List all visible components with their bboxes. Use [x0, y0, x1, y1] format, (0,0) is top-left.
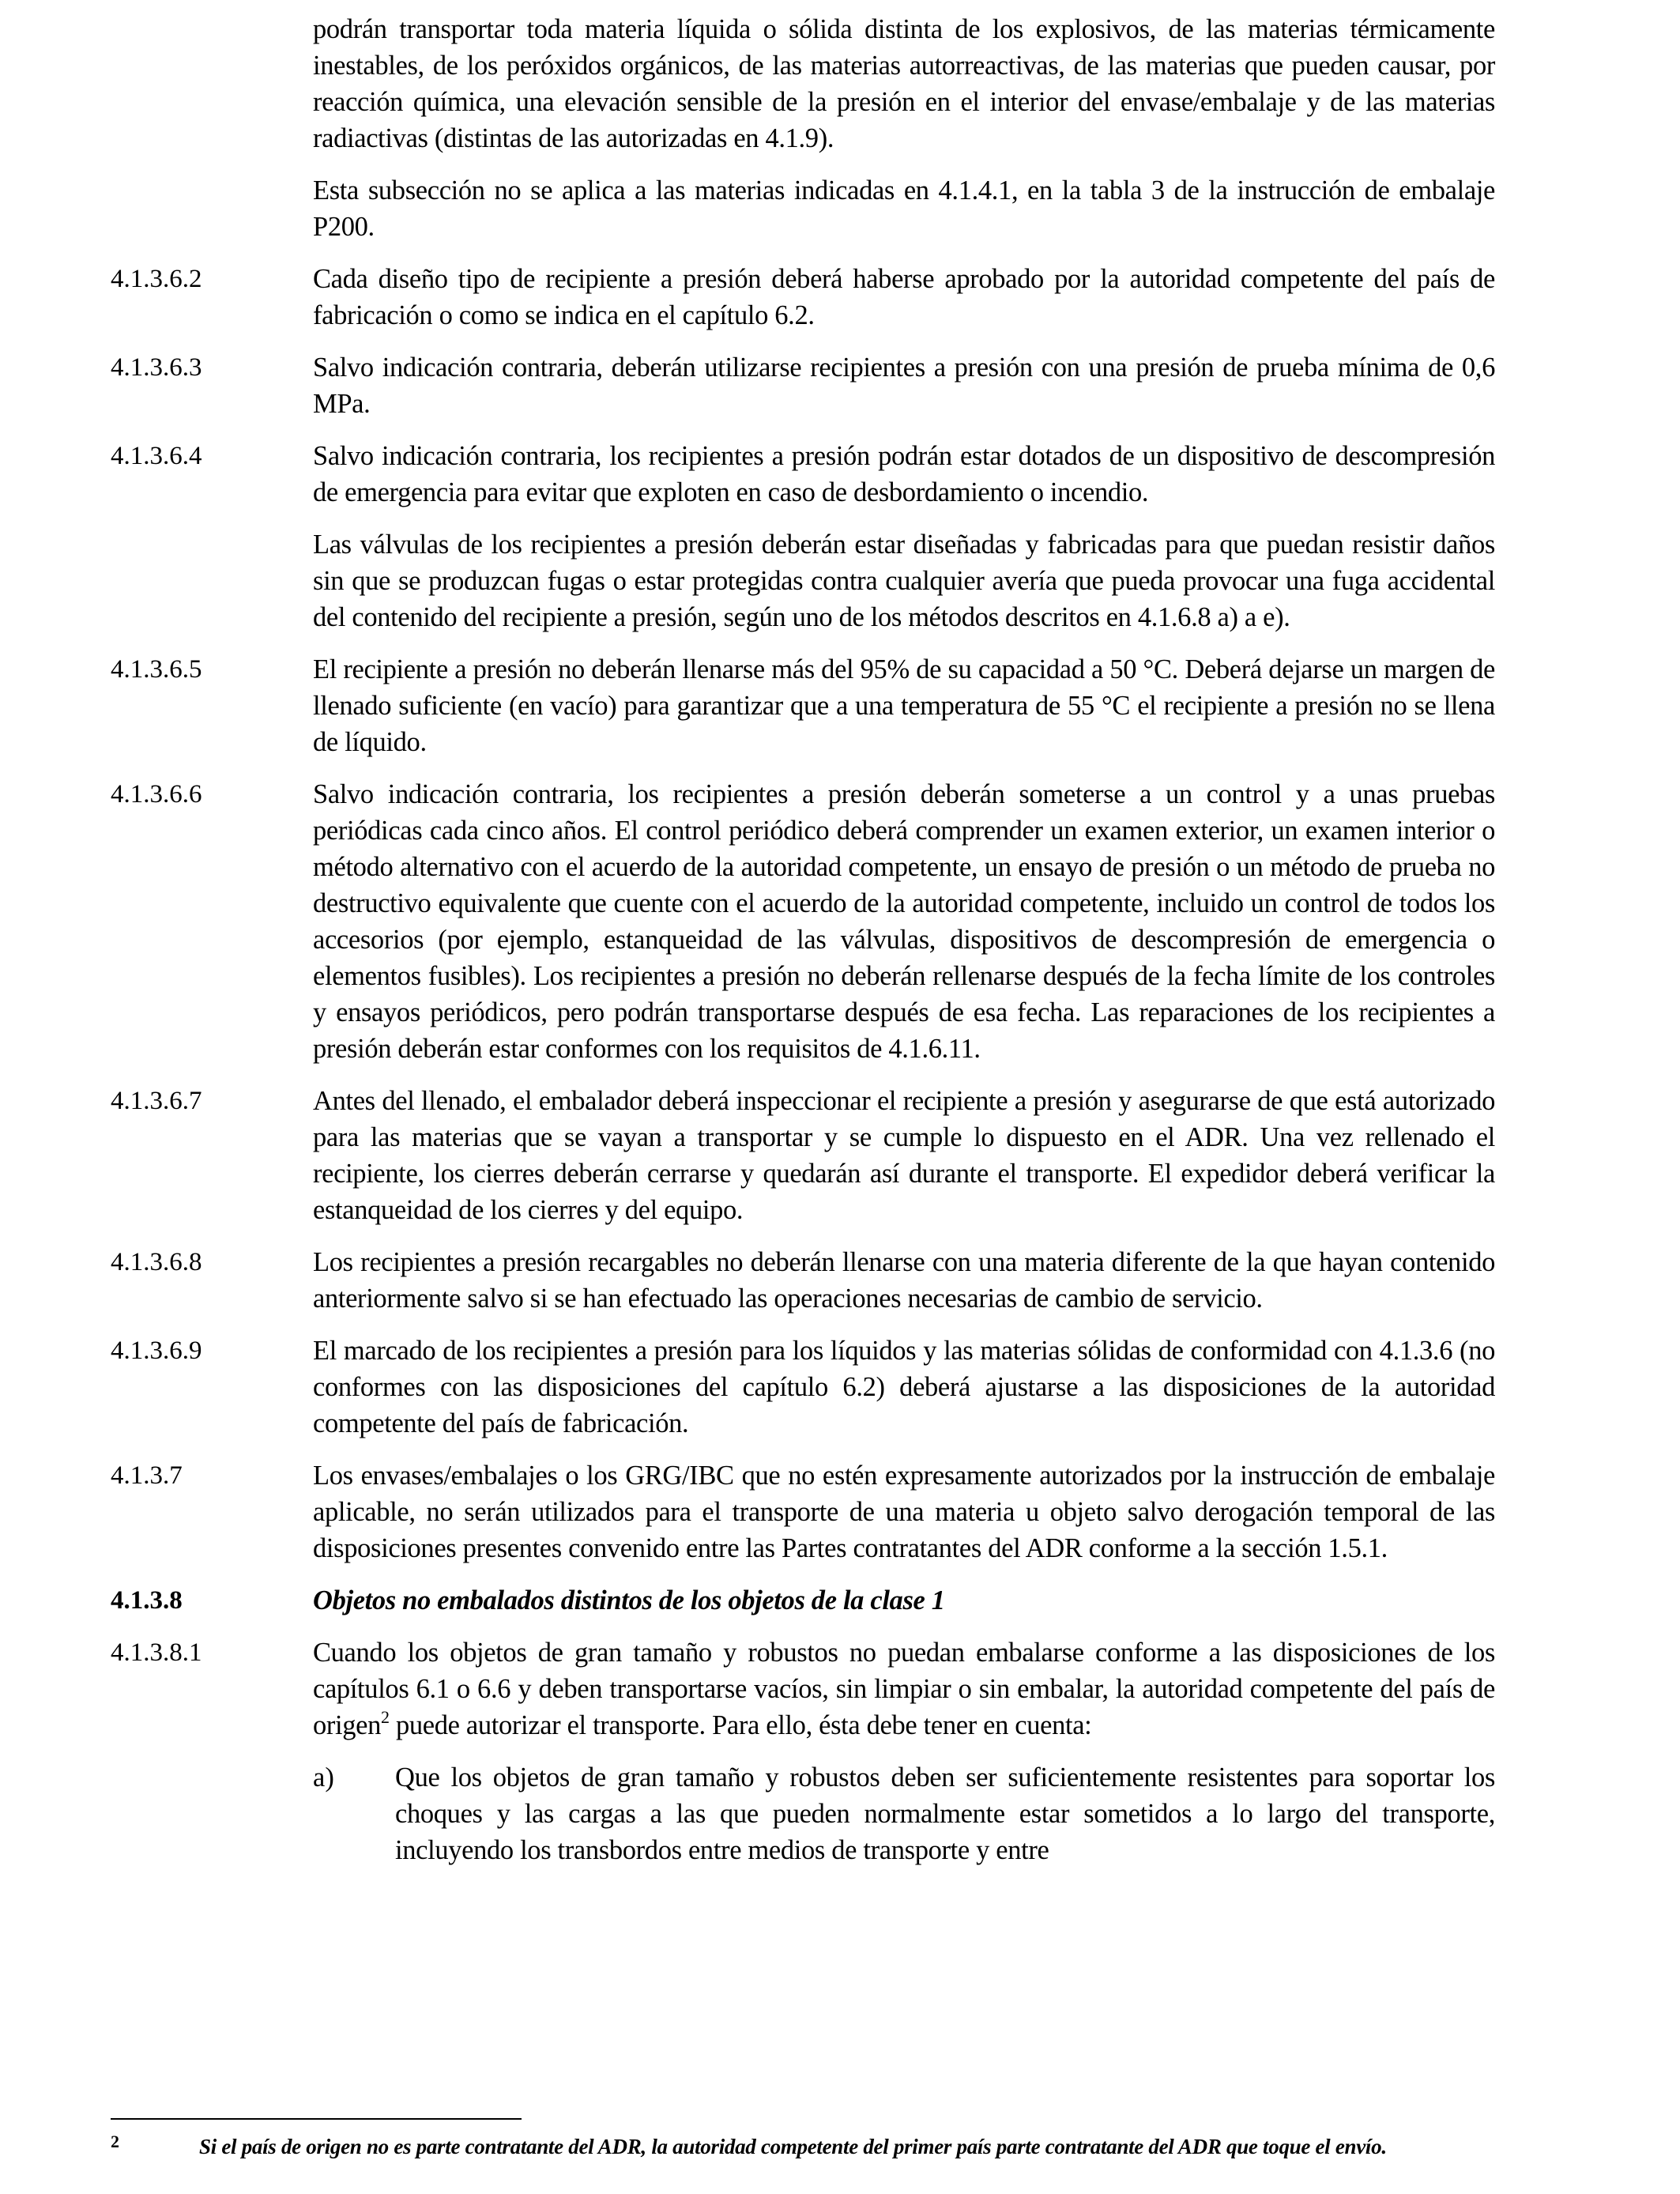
intro-block	[111, 11, 1495, 245]
section-4-1-3-6-6	[111, 776, 1495, 1067]
document-body	[111, 11, 1495, 1868]
section-text: Cada diseño tipo de recipiente a presión deberá haberse aprobado por la autoridad competente del país de fabricación o como se indica en el capítulo 6.2.	[313, 264, 1495, 330]
footnote-mark: 2	[111, 2132, 119, 2151]
section-number: 4.1.3.6.8	[111, 1248, 202, 1276]
section-4-1-3-6-2	[111, 261, 1495, 334]
section-number: 4.1.3.6.4	[111, 442, 202, 470]
section-text: El marcado de los recipientes a presión para los líquidos y las materias sólidas de conformidad con 4.1.3.6 (no conformes con las disposiciones del capítulo 6.2) deberá ajustarse a las disposiciones de la autoridad competente del país de fabricación.	[313, 1336, 1495, 1438]
section-number: 4.1.3.7	[111, 1461, 183, 1490]
section-text-continued: Las válvulas de los recipientes a presión deberán estar diseñadas y fabricadas para que puedan resistir daños sin que se produzcan fugas o estar protegidas contra cualquier avería que pueda provocar una fuga accidental del contenido del recipiente a presión, según uno de los métodos descritos en 4.1.6.8 a) a e).	[313, 530, 1495, 632]
intro-paragraph-1: podrán transportar toda materia líquida o sólida distinta de los explosivos, de las materias térmicamente inestables, de los peróxidos orgánicos, de las materias autorreactivas, de las materias que pueden causar, por reacción química, una elevación sensible de la presión en el interior del envase/embalaje y de las materias radiactivas (distintas de las autorizadas en 4.1.9).	[313, 14, 1495, 153]
section-4-1-3-6-9	[111, 1333, 1495, 1442]
section-text: Los envases/embalajes o los GRG/IBC que no estén expresamente autorizados por la instrucción de embalaje aplicable, no serán utilizados para el transporte de una materia u objeto salvo derogación temporal de las disposiciones presentes convenido entre las Partes contratantes del ADR conforme a la sección 1.5.1.	[313, 1461, 1495, 1563]
intro-body	[313, 11, 1495, 245]
section-4-1-3-8	[111, 1582, 1495, 1619]
section-text: Antes del llenado, el embalador deberá inspeccionar el recipiente a presión y asegurarse de que está autorizado para las materias que se vayan a transportar y se cumple lo dispuesto en el ADR. Una vez rellenado el recipiente, los cierres deberán cerrarse y quedarán así durante el transporte. El expedidor deberá verificar la estanqueidad de los cierres y del equipo.	[313, 1086, 1495, 1225]
section-title: Objetos no embalados distintos de los objetos de la clase 1	[313, 1585, 945, 1615]
section-text: Salvo indicación contraria, los recipientes a presión deberán someterse a un control y a unas pruebas periódicas cada cinco años. El control periódico deberá comprender un examen exterior, un examen interior o método alternativo con el acuerdo de la autoridad competente, un ensayo de presión o un método de prueba no destructivo equivalente que cuente con el acuerdo de la autoridad competente, incluido un control de todos los accesorios (por ejemplo, estanqueidad de las válvulas, dispositivos de descompresión de emergencia o elementos fusibles). Los recipientes a presión no deberán rellenarse después de la fecha límite de los controles y ensayos periódicos, pero podrán transportarse después de esa fecha. Las reparaciones de los recipientes a presión deberán estar conformes con los requisitos de 4.1.6.11.	[313, 779, 1495, 1064]
section-number: 4.1.3.6.7	[111, 1087, 202, 1115]
section-4-1-3-6-7	[111, 1083, 1495, 1228]
section-text: Los recipientes a presión recargables no deberán llenarse con una materia diferente de la que hayan contenido anteriormente salvo si se han efectuado las operaciones necesarias de cambio de servicio.	[313, 1247, 1495, 1314]
section-number: 4.1.3.8.1	[111, 1638, 202, 1667]
section-number: 4.1.3.6.2	[111, 265, 202, 293]
list-item	[313, 1759, 1495, 1868]
section-4-1-3-6-3	[111, 349, 1495, 422]
footnote-text: Si el país de origen no es parte contratante del ADR, la autoridad competente del primer país parte contratante del ADR que toque el envío.	[199, 2135, 1387, 2158]
footnote-separator	[111, 2118, 522, 2120]
section-number: 4.1.3.6.9	[111, 1336, 202, 1365]
section-number: 4.1.3.8	[111, 1586, 183, 1615]
section-text: Salvo indicación contraria, deberán utilizarse recipientes a presión con una presión de prueba mínima de 0,6 MPa.	[313, 352, 1495, 419]
section-text: El recipiente a presión no deberán llenarse más del 95% de su capacidad a 50 °C. Deberá dejarse un margen de llenado suficiente (en vacío) para garantizar que a una temperatura de 55 °C el recipiente a presión no se llena de líquido.	[313, 654, 1495, 757]
section-text-before: Cuando los objetos de gran tamaño y robustos no puedan embalarse conforme a las disposiciones de los capítulos 6.1 o 6.6 y deben transportarse vacíos, sin limpiar o sin embalar, la autoridad competente del país de origen	[313, 1638, 1495, 1740]
section-4-1-3-6-4	[111, 438, 1495, 635]
footnote	[111, 2132, 1501, 2161]
section-4-1-3-6-8	[111, 1244, 1495, 1317]
section-4-1-3-8-1	[111, 1634, 1495, 1868]
list-item-label: a)	[313, 1762, 334, 1793]
section-4-1-3-6-5	[111, 651, 1495, 760]
footnote-reference[interactable]: 2	[381, 1706, 390, 1727]
section-number: 4.1.3.6.6	[111, 780, 202, 809]
list-item-text: Que los objetos de gran tamaño y robustos deben ser suficientemente resistentes para soportar los choques y las cargas a las que pueden normalmente estar sometidos a lo largo del transporte, incluyendo los transbordos entre medios de transporte y entre	[395, 1762, 1495, 1865]
section-text-after: puede autorizar el transporte. Para ello, ésta debe tener en cuenta:	[389, 1710, 1092, 1740]
section-4-1-3-7	[111, 1457, 1495, 1566]
intro-paragraph-2: Esta subsección no se aplica a las materias indicadas en 4.1.4.1, en la tabla 3 de la instrucción de embalaje P200.	[313, 175, 1495, 242]
section-number: 4.1.3.6.3	[111, 353, 202, 382]
section-text	[313, 1634, 1495, 1744]
section-text: Salvo indicación contraria, los recipientes a presión podrán estar dotados de un dispositivo de descompresión de emergencia para evitar que exploten en caso de desbordamiento o incendio.	[313, 441, 1495, 507]
section-number: 4.1.3.6.5	[111, 655, 202, 684]
